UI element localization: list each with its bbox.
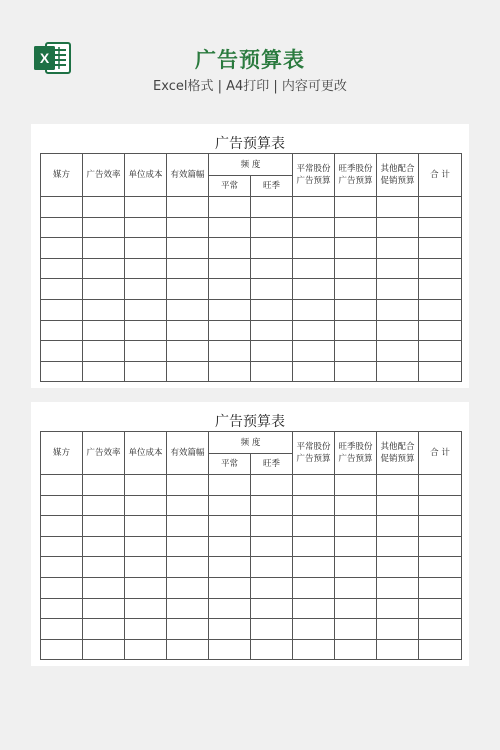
table-cell[interactable] xyxy=(83,495,125,516)
table-cell[interactable] xyxy=(251,619,293,640)
excel-icon-letter: X xyxy=(39,50,50,66)
header-media: 媒方 xyxy=(41,432,83,475)
table-cell[interactable] xyxy=(41,258,83,279)
table-cell[interactable] xyxy=(293,361,335,382)
table-cell[interactable] xyxy=(335,516,377,537)
header-freq-normal: 平常 xyxy=(209,454,251,475)
table-cell[interactable] xyxy=(83,197,125,218)
table-cell[interactable] xyxy=(377,619,419,640)
header-peak-budget-line1: 旺季股份 xyxy=(338,164,373,174)
sheet-title: 广告预算表 xyxy=(215,414,285,430)
table-cell[interactable] xyxy=(251,536,293,557)
header-freq-normal: 平常 xyxy=(209,176,251,197)
table-cell[interactable] xyxy=(167,217,209,238)
table-cell[interactable] xyxy=(335,279,377,300)
table-cell[interactable] xyxy=(209,258,251,279)
table-cell[interactable] xyxy=(209,341,251,362)
table-cell[interactable] xyxy=(83,557,125,578)
table-cell[interactable] xyxy=(419,475,462,496)
table-cell[interactable] xyxy=(335,197,377,218)
table-cell[interactable] xyxy=(83,341,125,362)
table-cell[interactable] xyxy=(377,536,419,557)
table-cell[interactable] xyxy=(41,536,83,557)
header-frequency: 频 度 xyxy=(209,154,293,176)
table-cell[interactable] xyxy=(125,516,167,537)
table-cell[interactable] xyxy=(335,299,377,320)
table-cell[interactable] xyxy=(167,598,209,619)
table-cell[interactable] xyxy=(83,598,125,619)
table-row xyxy=(41,516,462,537)
table-cell[interactable] xyxy=(125,557,167,578)
table-cell[interactable] xyxy=(167,495,209,516)
table-cell[interactable] xyxy=(251,279,293,300)
table-cell[interactable] xyxy=(41,299,83,320)
table-cell[interactable] xyxy=(335,217,377,238)
header-frequency: 频 度 xyxy=(209,432,293,454)
table-cell[interactable] xyxy=(293,341,335,362)
table-cell[interactable] xyxy=(209,557,251,578)
table-cell[interactable] xyxy=(167,516,209,537)
table-cell[interactable] xyxy=(335,598,377,619)
page-title: 广告预算表 xyxy=(195,48,305,72)
table-cell[interactable] xyxy=(41,598,83,619)
header-normal-budget-line2: 广告预算 xyxy=(296,454,331,464)
table-cell[interactable] xyxy=(167,557,209,578)
table-cell[interactable] xyxy=(377,217,419,238)
table-cell[interactable] xyxy=(419,258,462,279)
table-cell[interactable] xyxy=(41,475,83,496)
budget-table xyxy=(40,431,462,660)
table-cell[interactable] xyxy=(293,299,335,320)
table-cell[interactable] xyxy=(83,619,125,640)
table-cell[interactable] xyxy=(209,577,251,598)
table-cell[interactable] xyxy=(83,299,125,320)
table-cell[interactable] xyxy=(377,475,419,496)
table-cell[interactable] xyxy=(419,279,462,300)
table-row xyxy=(41,557,462,578)
table-cell[interactable] xyxy=(251,577,293,598)
table-cell[interactable] xyxy=(167,361,209,382)
table-cell[interactable] xyxy=(251,320,293,341)
table-cell[interactable] xyxy=(125,475,167,496)
table-cell[interactable] xyxy=(419,495,462,516)
header-media: 媒方 xyxy=(41,154,83,197)
header-normal-budget-line2: 广告预算 xyxy=(296,176,331,186)
table-cell[interactable] xyxy=(293,238,335,259)
table-cell[interactable] xyxy=(209,197,251,218)
table-cell[interactable] xyxy=(377,516,419,537)
table-cell[interactable] xyxy=(251,639,293,660)
table-row xyxy=(41,639,462,660)
budget-table xyxy=(40,153,462,382)
header-efficiency: 广告效率 xyxy=(83,432,125,475)
table-cell[interactable] xyxy=(209,299,251,320)
table-cell[interactable] xyxy=(125,577,167,598)
header-other-budget-line2: 促销预算 xyxy=(380,176,415,186)
table-cell[interactable] xyxy=(167,279,209,300)
table-cell[interactable] xyxy=(83,320,125,341)
header-peak-budget xyxy=(335,432,377,475)
table-cell[interactable] xyxy=(293,619,335,640)
table-cell[interactable] xyxy=(293,536,335,557)
table-cell[interactable] xyxy=(251,197,293,218)
table-row xyxy=(41,475,462,496)
table-cell[interactable] xyxy=(83,258,125,279)
table-cell[interactable] xyxy=(419,577,462,598)
table-cell[interactable] xyxy=(41,495,83,516)
table-cell[interactable] xyxy=(293,217,335,238)
table-cell[interactable] xyxy=(83,217,125,238)
table-cell[interactable] xyxy=(125,536,167,557)
table-cell[interactable] xyxy=(41,577,83,598)
table-cell[interactable] xyxy=(41,341,83,362)
table-cell[interactable] xyxy=(125,598,167,619)
table-cell[interactable] xyxy=(377,598,419,619)
table-cell[interactable] xyxy=(209,619,251,640)
table-cell[interactable] xyxy=(377,197,419,218)
table-cell[interactable] xyxy=(251,557,293,578)
table-row xyxy=(41,320,462,341)
table-cell[interactable] xyxy=(41,619,83,640)
table-cell[interactable] xyxy=(41,361,83,382)
table-body xyxy=(41,475,462,660)
table-cell[interactable] xyxy=(419,197,462,218)
table-cell[interactable] xyxy=(293,279,335,300)
table-cell[interactable] xyxy=(293,475,335,496)
header-other-budget xyxy=(377,154,419,197)
table-cell[interactable] xyxy=(377,639,419,660)
header-efficiency: 广告效率 xyxy=(83,154,125,197)
table-cell[interactable] xyxy=(335,238,377,259)
table-cell[interactable] xyxy=(83,238,125,259)
table-cell[interactable] xyxy=(335,577,377,598)
table-cell[interactable] xyxy=(167,577,209,598)
table-cell[interactable] xyxy=(293,495,335,516)
header-normal-budget-line1: 平常股份 xyxy=(296,164,331,174)
table-cell[interactable] xyxy=(293,320,335,341)
table-cell[interactable] xyxy=(167,320,209,341)
table-row xyxy=(41,577,462,598)
table-cell[interactable] xyxy=(251,516,293,537)
table-body xyxy=(41,197,462,382)
table-cell[interactable] xyxy=(251,495,293,516)
table-row xyxy=(41,197,462,218)
budget-sheet-2 xyxy=(31,402,469,666)
header-normal-budget-line1: 平常股份 xyxy=(296,442,331,452)
header-other-budget xyxy=(377,432,419,475)
table-cell[interactable] xyxy=(41,238,83,259)
table-cell[interactable] xyxy=(167,197,209,218)
table-cell[interactable] xyxy=(335,361,377,382)
header-effective-size: 有效篇幅 xyxy=(167,432,209,475)
table-cell[interactable] xyxy=(251,299,293,320)
table-cell[interactable] xyxy=(41,557,83,578)
table-cell[interactable] xyxy=(377,258,419,279)
table-cell[interactable] xyxy=(167,619,209,640)
table-cell[interactable] xyxy=(419,516,462,537)
table-row xyxy=(41,238,462,259)
table-cell[interactable] xyxy=(209,361,251,382)
table-cell[interactable] xyxy=(377,320,419,341)
page-subtitle: Excel格式 | A4打印 | 内容可更改 xyxy=(153,79,347,94)
header-normal-budget xyxy=(293,432,335,475)
table-cell[interactable] xyxy=(41,639,83,660)
table-cell[interactable] xyxy=(41,516,83,537)
table-cell[interactable] xyxy=(167,238,209,259)
table-cell[interactable] xyxy=(251,258,293,279)
table-cell[interactable] xyxy=(83,516,125,537)
header-freq-peak: 旺季 xyxy=(251,454,293,475)
table-cell[interactable] xyxy=(335,341,377,362)
table-cell[interactable] xyxy=(83,639,125,660)
table-cell[interactable] xyxy=(251,217,293,238)
table-cell[interactable] xyxy=(377,299,419,320)
table-cell[interactable] xyxy=(125,258,167,279)
table-cell[interactable] xyxy=(209,495,251,516)
table-row xyxy=(41,279,462,300)
table-row xyxy=(41,536,462,557)
header-total: 合 计 xyxy=(419,432,462,475)
table-cell[interactable] xyxy=(377,557,419,578)
table-cell[interactable] xyxy=(419,619,462,640)
table-cell[interactable] xyxy=(251,475,293,496)
table-cell[interactable] xyxy=(335,320,377,341)
table-row xyxy=(41,619,462,640)
table-cell[interactable] xyxy=(125,495,167,516)
page-header xyxy=(0,0,500,110)
table-cell[interactable] xyxy=(293,557,335,578)
header-unit-cost: 单位成本 xyxy=(125,154,167,197)
table-cell[interactable] xyxy=(251,238,293,259)
header-other-budget-line1: 其他配合 xyxy=(380,442,415,452)
header-other-budget-line2: 促销预算 xyxy=(380,454,415,464)
sheet-title: 广告预算表 xyxy=(215,136,285,152)
header-other-budget-line1: 其他配合 xyxy=(380,164,415,174)
table-cell[interactable] xyxy=(419,639,462,660)
table-row xyxy=(41,258,462,279)
header-peak-budget-line2: 广告预算 xyxy=(338,176,373,186)
table-cell[interactable] xyxy=(167,639,209,660)
table-cell[interactable] xyxy=(209,536,251,557)
table-cell[interactable] xyxy=(251,341,293,362)
table-cell[interactable] xyxy=(251,598,293,619)
table-cell[interactable] xyxy=(419,557,462,578)
table-cell[interactable] xyxy=(167,258,209,279)
header-peak-budget xyxy=(335,154,377,197)
table-cell[interactable] xyxy=(167,475,209,496)
table-cell[interactable] xyxy=(41,217,83,238)
table-cell[interactable] xyxy=(419,299,462,320)
table-cell[interactable] xyxy=(209,217,251,238)
table-cell[interactable] xyxy=(125,279,167,300)
table-cell[interactable] xyxy=(167,341,209,362)
table-cell[interactable] xyxy=(125,341,167,362)
table-cell[interactable] xyxy=(83,361,125,382)
table-cell[interactable] xyxy=(41,279,83,300)
header-unit-cost: 单位成本 xyxy=(125,432,167,475)
table-cell[interactable] xyxy=(293,197,335,218)
table-cell[interactable] xyxy=(209,320,251,341)
table-cell[interactable] xyxy=(41,320,83,341)
table-cell[interactable] xyxy=(209,639,251,660)
table-cell[interactable] xyxy=(209,475,251,496)
table-cell[interactable] xyxy=(83,475,125,496)
table-row xyxy=(41,361,462,382)
table-cell[interactable] xyxy=(83,577,125,598)
table-cell[interactable] xyxy=(419,238,462,259)
table-cell[interactable] xyxy=(335,475,377,496)
table-cell[interactable] xyxy=(167,536,209,557)
table-cell[interactable] xyxy=(293,516,335,537)
header-normal-budget xyxy=(293,154,335,197)
table-cell[interactable] xyxy=(125,299,167,320)
table-cell[interactable] xyxy=(125,238,167,259)
table-cell[interactable] xyxy=(167,299,209,320)
table-row xyxy=(41,495,462,516)
table-cell[interactable] xyxy=(125,639,167,660)
table-cell[interactable] xyxy=(419,320,462,341)
table-cell[interactable] xyxy=(209,238,251,259)
table-cell[interactable] xyxy=(377,577,419,598)
table-cell[interactable] xyxy=(377,238,419,259)
table-cell[interactable] xyxy=(377,495,419,516)
table-cell[interactable] xyxy=(125,197,167,218)
table-cell[interactable] xyxy=(419,217,462,238)
table-row xyxy=(41,341,462,362)
table-cell[interactable] xyxy=(209,598,251,619)
header-peak-budget-line2: 广告预算 xyxy=(338,454,373,464)
table-cell[interactable] xyxy=(293,577,335,598)
table-cell[interactable] xyxy=(41,197,83,218)
table-cell[interactable] xyxy=(125,361,167,382)
header-effective-size: 有效篇幅 xyxy=(167,154,209,197)
table-cell[interactable] xyxy=(419,598,462,619)
table-cell[interactable] xyxy=(377,279,419,300)
table-cell[interactable] xyxy=(125,217,167,238)
table-cell[interactable] xyxy=(419,536,462,557)
table-cell[interactable] xyxy=(335,639,377,660)
table-cell[interactable] xyxy=(125,619,167,640)
table-cell[interactable] xyxy=(83,279,125,300)
table-row xyxy=(41,299,462,320)
table-cell[interactable] xyxy=(83,536,125,557)
table-cell[interactable] xyxy=(335,258,377,279)
header-freq-peak: 旺季 xyxy=(251,176,293,197)
table-cell[interactable] xyxy=(419,361,462,382)
table-row xyxy=(41,598,462,619)
table-cell[interactable] xyxy=(419,341,462,362)
table-cell[interactable] xyxy=(335,557,377,578)
table-cell[interactable] xyxy=(209,279,251,300)
header-total: 合 计 xyxy=(419,154,462,197)
table-cell[interactable] xyxy=(293,598,335,619)
header-peak-budget-line1: 旺季股份 xyxy=(338,442,373,452)
table-cell[interactable] xyxy=(251,361,293,382)
table-cell[interactable] xyxy=(377,361,419,382)
table-cell[interactable] xyxy=(209,516,251,537)
table-cell[interactable] xyxy=(335,536,377,557)
budget-sheet-1 xyxy=(31,124,469,388)
table-cell[interactable] xyxy=(335,619,377,640)
table-cell[interactable] xyxy=(377,341,419,362)
table-cell[interactable] xyxy=(293,639,335,660)
table-row xyxy=(41,217,462,238)
table-cell[interactable] xyxy=(293,258,335,279)
table-cell[interactable] xyxy=(335,495,377,516)
table-cell[interactable] xyxy=(125,320,167,341)
